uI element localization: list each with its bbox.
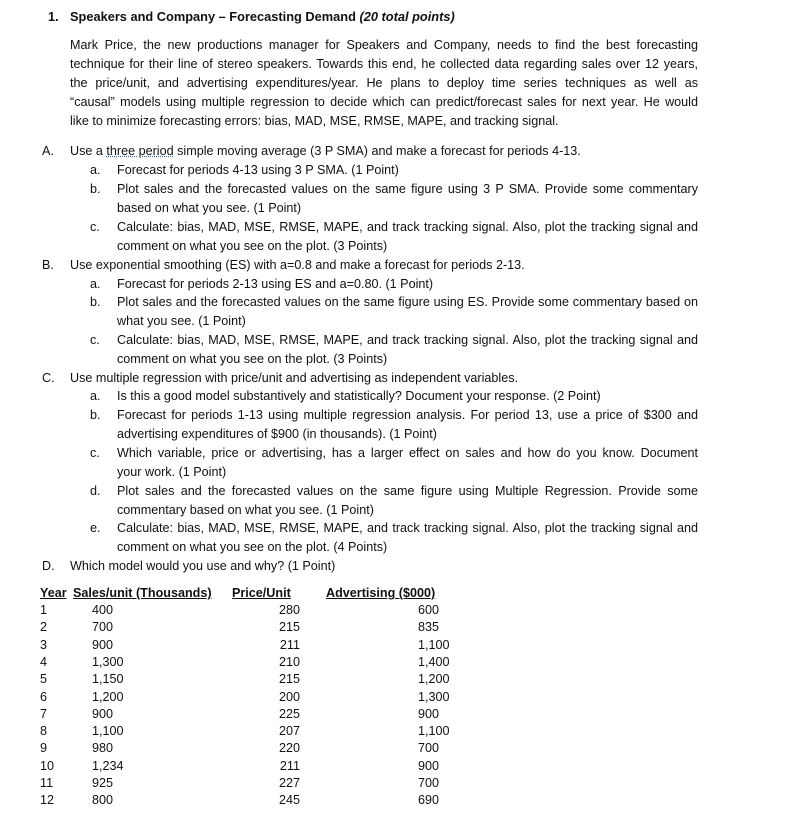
cell-sales: 1,200 bbox=[92, 690, 124, 704]
header-year: Year bbox=[40, 586, 67, 600]
section-a-pre: Use a bbox=[70, 144, 107, 158]
cell-year: 4 bbox=[40, 655, 48, 669]
section-c-text: Use multiple regression with price/unit and advertising as independent variables. bbox=[70, 371, 519, 385]
item-text: Is this a good model substantively and statistically? Document your response. (2 Point) bbox=[117, 389, 601, 403]
cell-price: 211 bbox=[279, 759, 300, 773]
header-advertising: Advertising ($000) bbox=[326, 586, 436, 600]
cell-price: 220 bbox=[278, 741, 300, 755]
section-d-text: Which model would you use and why? (1 Point) bbox=[70, 559, 336, 573]
item-letter: d. bbox=[90, 484, 101, 498]
cell-year: 9 bbox=[40, 741, 48, 755]
cell-year: 10 bbox=[40, 759, 55, 773]
cell-price: 280 bbox=[278, 603, 300, 617]
item-text: Forecast for periods 2-13 using ES and a=0.80. (1 Point) bbox=[117, 277, 434, 291]
item-letter: c. bbox=[90, 220, 100, 234]
cell-sales: 900 bbox=[92, 638, 114, 652]
cell-price: 245 bbox=[278, 793, 300, 807]
section-a-text bbox=[70, 144, 581, 158]
section-a-letter: A. bbox=[42, 144, 54, 158]
cell-sales: 400 bbox=[92, 603, 114, 617]
item-text: Calculate: bias, MAD, MSE, RMSE, MAPE, and track tracking signal. Also, plot the tracking signal and bbox=[117, 333, 698, 347]
cell-sales: 800 bbox=[92, 793, 114, 807]
cell-year: 3 bbox=[40, 638, 48, 652]
item-letter: b. bbox=[90, 295, 101, 309]
cell-price: 207 bbox=[278, 724, 300, 738]
item-text: Forecast for periods 4-13 using 3 P SMA. (1 Point) bbox=[117, 163, 399, 177]
cell-year: 1 bbox=[40, 603, 48, 617]
section-b-text: Use exponential smoothing (ES) with a=0.8 and make a forecast for periods 2-13. bbox=[70, 258, 525, 272]
cell-advertising: 1,200 bbox=[418, 672, 450, 686]
cell-price: 215 bbox=[278, 620, 300, 634]
intro-line: technique for their line of stereo speakers. Towards this end, he collected data regarding sales over 12 years, bbox=[70, 57, 698, 71]
header-price: Price/Unit bbox=[232, 586, 291, 600]
item-text-cont: comment on what you see on the plot. (3 Points) bbox=[117, 239, 388, 253]
cell-advertising: 1,400 bbox=[418, 655, 450, 669]
item-text-cont: advertising expenditures of $900 (in thousands). (1 Point) bbox=[117, 427, 437, 441]
item-text: Forecast for periods 1-13 using multiple regression analysis. For period 13, use a price of $300 and bbox=[117, 408, 698, 422]
item-text: Plot sales and the forecasted values on the same figure using Multiple Regression. Provide some bbox=[117, 484, 698, 498]
cell-advertising: 835 bbox=[418, 620, 440, 634]
cell-year: 5 bbox=[40, 672, 48, 686]
item-letter: c. bbox=[90, 333, 100, 347]
item-text: Plot sales and the forecasted values on the same figure using ES. Provide some commentary based on bbox=[117, 295, 698, 309]
item-text: Calculate: bias, MAD, MSE, RMSE, MAPE, and track tracking signal. Also, plot the tracking signal and bbox=[117, 521, 698, 535]
cell-year: 2 bbox=[40, 620, 48, 634]
cell-year: 11 bbox=[40, 776, 54, 790]
item-text: Which variable, price or advertising, has a larger effect on sales and how do you know. Document bbox=[117, 446, 698, 460]
section-c-letter: C. bbox=[42, 371, 55, 385]
cell-sales: 1,300 bbox=[92, 655, 124, 669]
item-letter: a. bbox=[90, 389, 101, 403]
cell-sales: 980 bbox=[92, 741, 114, 755]
item-text-cont: comment on what you see on the plot. (4 Points) bbox=[117, 540, 388, 554]
question-title bbox=[70, 9, 455, 24]
item-text-cont: what you see. (1 Point) bbox=[117, 314, 246, 328]
title-points: (20 total points) bbox=[359, 9, 455, 24]
header-sales: Sales/unit (Thousands) bbox=[73, 586, 212, 600]
section-a-post: simple moving average (3 P SMA) and make a forecast for periods 4-13. bbox=[173, 144, 581, 158]
cell-advertising: 1,100 bbox=[418, 638, 450, 652]
item-text: Calculate: bias, MAD, MSE, RMSE, MAPE, and track tracking signal. Also, plot the tracking signal and bbox=[117, 220, 698, 234]
intro-line: the price/unit, and advertising expenditures/year. He plans to deploy time series techniques as well as bbox=[70, 76, 698, 90]
item-letter: a. bbox=[90, 163, 101, 177]
cell-advertising: 1,300 bbox=[418, 690, 450, 704]
item-text-cont: comment on what you see on the plot. (3 Points) bbox=[117, 352, 388, 366]
item-letter: b. bbox=[90, 182, 101, 196]
item-text-cont: based on what you see. (1 Point) bbox=[117, 201, 302, 215]
cell-price: 210 bbox=[278, 655, 300, 669]
cell-advertising: 900 bbox=[418, 759, 440, 773]
cell-advertising: 700 bbox=[418, 776, 440, 790]
intro-line: Mark Price, the new productions manager for Speakers and Company, needs to find the best forecasting bbox=[70, 38, 698, 52]
cell-advertising: 600 bbox=[418, 603, 440, 617]
item-letter: c. bbox=[90, 446, 100, 460]
cell-sales: 925 bbox=[92, 776, 114, 790]
cell-advertising: 700 bbox=[418, 741, 440, 755]
cell-year: 8 bbox=[40, 724, 48, 738]
cell-price: 200 bbox=[278, 690, 300, 704]
item-letter: a. bbox=[90, 277, 101, 291]
item-text: Plot sales and the forecasted values on the same figure using 3 P SMA. Provide some commentary bbox=[117, 182, 698, 196]
intro-line: “causal” models using multiple regression to decide which can predict/forecast sales for next year. He would bbox=[70, 95, 698, 109]
cell-price: 225 bbox=[278, 707, 300, 721]
intro-line: like to minimize forecasting errors: bias, MAD, MSE, RMSE, MAPE, and tracking signal. bbox=[70, 114, 559, 128]
cell-year: 7 bbox=[40, 707, 48, 721]
item-text-cont: your work. (1 Point) bbox=[117, 465, 227, 479]
cell-advertising: 690 bbox=[418, 793, 440, 807]
cell-sales: 1,150 bbox=[92, 672, 124, 686]
cell-advertising: 900 bbox=[418, 707, 440, 721]
cell-year: 6 bbox=[40, 690, 48, 704]
cell-price: 227 bbox=[278, 776, 300, 790]
title-text: Speakers and Company – Forecasting Demand bbox=[70, 9, 356, 24]
section-a-underlined: three period bbox=[106, 144, 174, 158]
cell-advertising: 1,100 bbox=[418, 724, 450, 738]
item-text-cont: commentary based on what you see. (1 Point) bbox=[117, 503, 374, 517]
cell-sales: 700 bbox=[92, 620, 114, 634]
item-letter: e. bbox=[90, 521, 101, 535]
cell-sales: 1,100 bbox=[92, 724, 124, 738]
cell-sales: 1,234 bbox=[92, 759, 124, 773]
cell-year: 12 bbox=[40, 793, 55, 807]
cell-price: 211 bbox=[279, 638, 300, 652]
cell-price: 215 bbox=[278, 672, 300, 686]
section-b-letter: B. bbox=[42, 258, 54, 272]
question-number: 1. bbox=[48, 9, 59, 24]
item-letter: b. bbox=[90, 408, 101, 422]
section-d-letter: D. bbox=[42, 559, 55, 573]
cell-sales: 900 bbox=[92, 707, 114, 721]
